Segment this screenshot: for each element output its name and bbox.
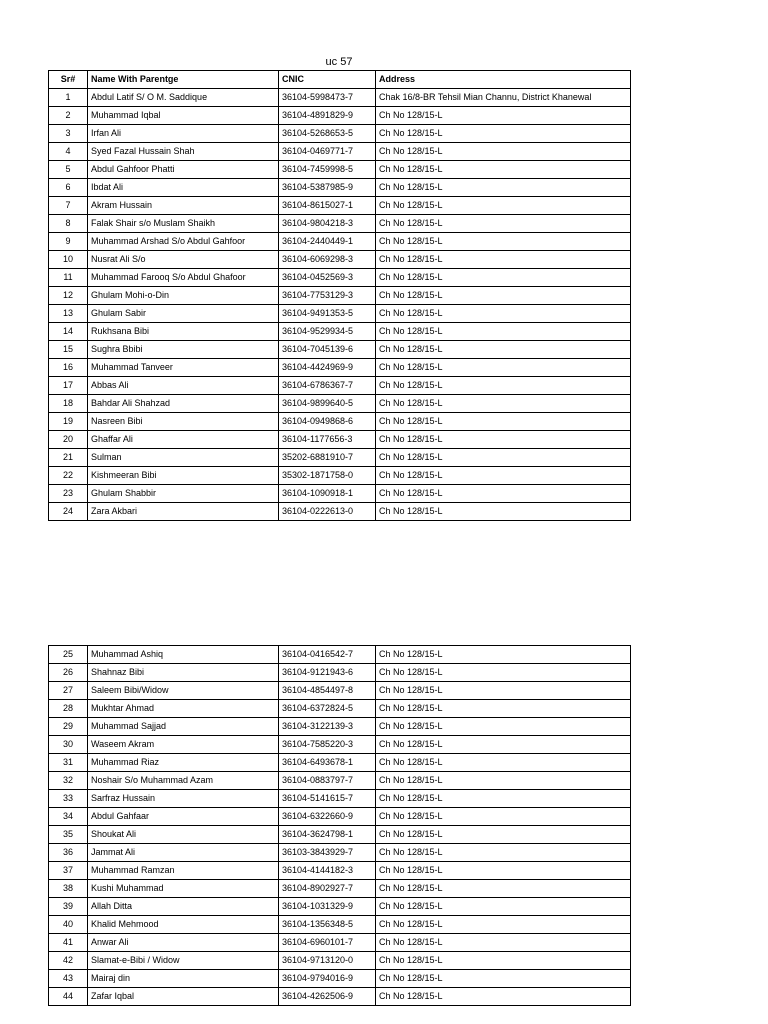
cell-name: Noshair S/o Muhammad Azam [88, 772, 279, 790]
cell-sr: 12 [49, 287, 88, 305]
cell-address: Ch No 128/15-L [376, 377, 631, 395]
cell-sr: 21 [49, 449, 88, 467]
table-row [49, 952, 631, 970]
page-title: uc 57 [325, 56, 353, 68]
cell-sr: 9 [49, 233, 88, 251]
cell-cnic: 36104-7045139-6 [279, 341, 376, 359]
cell-address: Ch No 128/15-L [376, 269, 631, 287]
table-row [49, 916, 631, 934]
table-row [49, 89, 631, 107]
cell-cnic: 36104-9713120-0 [279, 952, 376, 970]
table-row [49, 736, 631, 754]
cell-name: Kushi Muhammad [88, 880, 279, 898]
cell-cnic: 36104-4424969-9 [279, 359, 376, 377]
header-name: Name With Parentge [88, 71, 279, 89]
cell-name: Anwar Ali [88, 934, 279, 952]
cell-sr: 33 [49, 790, 88, 808]
cell-cnic: 36104-4854497-8 [279, 682, 376, 700]
cell-sr: 37 [49, 862, 88, 880]
cell-address: Ch No 128/15-L [376, 431, 631, 449]
table-row [49, 754, 631, 772]
cell-sr: 11 [49, 269, 88, 287]
cell-address: Ch No 128/15-L [376, 233, 631, 251]
table-header-row [49, 71, 631, 89]
cell-address: Ch No 128/15-L [376, 952, 631, 970]
header-address: Address [376, 71, 631, 89]
cell-cnic: 36104-4144182-3 [279, 862, 376, 880]
cell-address: Ch No 128/15-L [376, 934, 631, 952]
cell-sr: 42 [49, 952, 88, 970]
cell-name: Muhammad Riaz [88, 754, 279, 772]
cell-name: Saleem Bibi/Widow [88, 682, 279, 700]
cell-sr: 15 [49, 341, 88, 359]
cell-cnic: 36104-1356348-5 [279, 916, 376, 934]
cell-sr: 7 [49, 197, 88, 215]
cell-name: Muhammad Tanveer [88, 359, 279, 377]
table-row [49, 233, 631, 251]
table-row [49, 377, 631, 395]
cell-sr: 19 [49, 413, 88, 431]
cell-sr: 1 [49, 89, 88, 107]
cell-cnic: 36104-9804218-3 [279, 215, 376, 233]
cell-sr: 38 [49, 880, 88, 898]
cell-cnic: 36104-4891829-9 [279, 107, 376, 125]
cell-cnic: 36104-1031329-9 [279, 898, 376, 916]
cell-sr: 25 [49, 646, 88, 664]
cell-address: Ch No 128/15-L [376, 988, 631, 1006]
table-row [49, 395, 631, 413]
table-row [49, 826, 631, 844]
table-row [49, 646, 631, 664]
cell-address: Ch No 128/15-L [376, 880, 631, 898]
cell-cnic: 36104-3624798-1 [279, 826, 376, 844]
cell-address: Ch No 128/15-L [376, 916, 631, 934]
cell-name: Khalid Mehmood [88, 916, 279, 934]
table-row [49, 485, 631, 503]
cell-address: Ch No 128/15-L [376, 143, 631, 161]
cell-name: Muhammad Iqbal [88, 107, 279, 125]
cell-sr: 16 [49, 359, 88, 377]
cell-sr: 5 [49, 161, 88, 179]
table-row [49, 251, 631, 269]
cell-sr: 44 [49, 988, 88, 1006]
table-row [49, 700, 631, 718]
cell-sr: 18 [49, 395, 88, 413]
cell-cnic: 36104-9529934-5 [279, 323, 376, 341]
cell-address: Ch No 128/15-L [376, 467, 631, 485]
cell-cnic: 36104-9899640-5 [279, 395, 376, 413]
cell-name: Muhammad Arshad S/o Abdul Gahfoor [88, 233, 279, 251]
cell-sr: 24 [49, 503, 88, 521]
table-row [49, 790, 631, 808]
table-row [49, 970, 631, 988]
cell-name: Ghaffar Ali [88, 431, 279, 449]
cell-name: Muhammad Sajjad [88, 718, 279, 736]
cell-name: Ibdat Ali [88, 179, 279, 197]
table-row [49, 161, 631, 179]
cell-name: Abbas Ali [88, 377, 279, 395]
cell-cnic: 36104-5387985-9 [279, 179, 376, 197]
cell-name: Muhammad Ramzan [88, 862, 279, 880]
table-row [49, 305, 631, 323]
cell-name: Nusrat Ali S/o [88, 251, 279, 269]
cell-address: Ch No 128/15-L [376, 305, 631, 323]
table-row [49, 898, 631, 916]
cell-sr: 43 [49, 970, 88, 988]
cell-name: Abdul Gahfaar [88, 808, 279, 826]
table-row [49, 125, 631, 143]
cell-cnic: 36104-6960101-7 [279, 934, 376, 952]
cell-sr: 29 [49, 718, 88, 736]
cell-name: Sulman [88, 449, 279, 467]
cell-address: Ch No 128/15-L [376, 125, 631, 143]
header-sr: Sr# [49, 71, 88, 89]
cell-address: Ch No 128/15-L [376, 197, 631, 215]
cell-sr: 34 [49, 808, 88, 826]
cell-cnic: 36104-0222613-0 [279, 503, 376, 521]
cell-cnic: 36104-5141615-7 [279, 790, 376, 808]
cell-cnic: 35302-1871758-0 [279, 467, 376, 485]
cell-name: Nasreen Bibi [88, 413, 279, 431]
cell-sr: 31 [49, 754, 88, 772]
cell-address: Ch No 128/15-L [376, 898, 631, 916]
table-row [49, 323, 631, 341]
cell-cnic: 36104-7585220-3 [279, 736, 376, 754]
cell-address: Ch No 128/15-L [376, 826, 631, 844]
cell-name: Waseem Akram [88, 736, 279, 754]
table-row [49, 179, 631, 197]
cell-address: Ch No 128/15-L [376, 485, 631, 503]
cell-cnic: 36104-3122139-3 [279, 718, 376, 736]
cell-sr: 4 [49, 143, 88, 161]
cell-sr: 41 [49, 934, 88, 952]
cell-address: Ch No 128/15-L [376, 646, 631, 664]
cell-name: Ghulam Sabir [88, 305, 279, 323]
table-row [49, 844, 631, 862]
cell-address: Ch No 128/15-L [376, 718, 631, 736]
table-row [49, 467, 631, 485]
table-row [49, 934, 631, 952]
cell-cnic: 36104-1090918-1 [279, 485, 376, 503]
cell-address: Ch No 128/15-L [376, 449, 631, 467]
cell-address: Ch No 128/15-L [376, 790, 631, 808]
cell-name: Shoukat Ali [88, 826, 279, 844]
table-row [49, 664, 631, 682]
cell-sr: 14 [49, 323, 88, 341]
cell-cnic: 36104-6786367-7 [279, 377, 376, 395]
cell-sr: 17 [49, 377, 88, 395]
cell-name: Bahdar Ali Shahzad [88, 395, 279, 413]
table-row [49, 359, 631, 377]
table-row [49, 287, 631, 305]
cell-cnic: 36104-0883797-7 [279, 772, 376, 790]
cell-sr: 39 [49, 898, 88, 916]
cell-sr: 28 [49, 700, 88, 718]
cell-address: Ch No 128/15-L [376, 772, 631, 790]
cell-address: Ch No 128/15-L [376, 844, 631, 862]
table-row [49, 862, 631, 880]
table-row [49, 269, 631, 287]
cell-name: Muhammad Ashiq [88, 646, 279, 664]
cell-cnic: 36103-3843929-7 [279, 844, 376, 862]
cell-cnic: 36104-4262506-9 [279, 988, 376, 1006]
cell-address: Ch No 128/15-L [376, 736, 631, 754]
cell-name: Syed Fazal Hussain Shah [88, 143, 279, 161]
cell-address: Chak 16/8-BR Tehsil Mian Channu, District Khanewal [376, 89, 631, 107]
cell-cnic: 36104-0469771-7 [279, 143, 376, 161]
table-row [49, 197, 631, 215]
cell-address: Ch No 128/15-L [376, 503, 631, 521]
cell-address: Ch No 128/15-L [376, 413, 631, 431]
table-row [49, 143, 631, 161]
cell-address: Ch No 128/15-L [376, 179, 631, 197]
cell-name: Slamat-e-Bibi / Widow [88, 952, 279, 970]
cell-name: Jammat Ali [88, 844, 279, 862]
cell-name: Ghulam Mohi-o-Din [88, 287, 279, 305]
cell-sr: 27 [49, 682, 88, 700]
table-row [49, 107, 631, 125]
table-row [49, 880, 631, 898]
cell-address: Ch No 128/15-L [376, 862, 631, 880]
cell-cnic: 36104-5268653-5 [279, 125, 376, 143]
cell-name: Rukhsana Bibi [88, 323, 279, 341]
cell-address: Ch No 128/15-L [376, 664, 631, 682]
cell-cnic: 36104-6322660-9 [279, 808, 376, 826]
table-row [49, 718, 631, 736]
table-row [49, 503, 631, 521]
cell-cnic: 36104-7753129-3 [279, 287, 376, 305]
cell-cnic: 36104-2440449-1 [279, 233, 376, 251]
cell-sr: 2 [49, 107, 88, 125]
cell-sr: 13 [49, 305, 88, 323]
cell-cnic: 36104-6493678-1 [279, 754, 376, 772]
cell-cnic: 36104-9121943-6 [279, 664, 376, 682]
cell-cnic: 36104-9491353-5 [279, 305, 376, 323]
cell-sr: 22 [49, 467, 88, 485]
cell-sr: 8 [49, 215, 88, 233]
cell-name: Muhammad Farooq S/o Abdul Ghafoor [88, 269, 279, 287]
cell-name: Mukhtar Ahmad [88, 700, 279, 718]
cell-name: Abdul Gahfoor Phatti [88, 161, 279, 179]
cell-name: Ghulam Shabbir [88, 485, 279, 503]
cell-sr: 10 [49, 251, 88, 269]
cell-cnic: 35202-6881910-7 [279, 449, 376, 467]
cell-sr: 23 [49, 485, 88, 503]
cell-cnic: 36104-8902927-7 [279, 880, 376, 898]
cell-cnic: 36104-1177656-3 [279, 431, 376, 449]
cell-cnic: 36104-5998473-7 [279, 89, 376, 107]
cell-sr: 35 [49, 826, 88, 844]
cell-cnic: 36104-7459998-5 [279, 161, 376, 179]
cell-sr: 3 [49, 125, 88, 143]
table-row [49, 449, 631, 467]
cell-name: Allah Ditta [88, 898, 279, 916]
cell-name: Sarfraz Hussain [88, 790, 279, 808]
cell-sr: 40 [49, 916, 88, 934]
cell-cnic: 36104-0452569-3 [279, 269, 376, 287]
records-table-2 [48, 645, 631, 1006]
table-row [49, 215, 631, 233]
cell-sr: 32 [49, 772, 88, 790]
records-table-1 [48, 70, 631, 521]
cell-cnic: 36104-8615027-1 [279, 197, 376, 215]
cell-sr: 36 [49, 844, 88, 862]
cell-name: Zara Akbari [88, 503, 279, 521]
cell-address: Ch No 128/15-L [376, 323, 631, 341]
cell-name: Mairaj din [88, 970, 279, 988]
cell-name: Abdul Latif S/ O M. Saddique [88, 89, 279, 107]
header-cnic: CNIC [279, 71, 376, 89]
cell-name: Zafar Iqbal [88, 988, 279, 1006]
cell-sr: 20 [49, 431, 88, 449]
cell-address: Ch No 128/15-L [376, 395, 631, 413]
cell-sr: 30 [49, 736, 88, 754]
cell-address: Ch No 128/15-L [376, 251, 631, 269]
cell-cnic: 36104-0949868-6 [279, 413, 376, 431]
cell-cnic: 36104-0416542-7 [279, 646, 376, 664]
cell-name: Sughra Bbibi [88, 341, 279, 359]
table-row [49, 431, 631, 449]
cell-name: Irfan Ali [88, 125, 279, 143]
cell-cnic: 36104-6372824-5 [279, 700, 376, 718]
table-row [49, 413, 631, 431]
cell-name: Akram Hussain [88, 197, 279, 215]
cell-address: Ch No 128/15-L [376, 754, 631, 772]
cell-name: Kishmeeran Bibi [88, 467, 279, 485]
cell-address: Ch No 128/15-L [376, 215, 631, 233]
cell-sr: 26 [49, 664, 88, 682]
cell-address: Ch No 128/15-L [376, 161, 631, 179]
table-row [49, 808, 631, 826]
table-row [49, 772, 631, 790]
cell-sr: 6 [49, 179, 88, 197]
table-row [49, 682, 631, 700]
cell-address: Ch No 128/15-L [376, 107, 631, 125]
cell-name: Falak Shair s/o Muslam Shaikh [88, 215, 279, 233]
table-row [49, 988, 631, 1006]
cell-cnic: 36104-9794016-9 [279, 970, 376, 988]
cell-address: Ch No 128/15-L [376, 682, 631, 700]
cell-cnic: 36104-6069298-3 [279, 251, 376, 269]
cell-address: Ch No 128/15-L [376, 808, 631, 826]
cell-address: Ch No 128/15-L [376, 287, 631, 305]
cell-address: Ch No 128/15-L [376, 700, 631, 718]
table-row [49, 341, 631, 359]
cell-address: Ch No 128/15-L [376, 970, 631, 988]
cell-address: Ch No 128/15-L [376, 359, 631, 377]
cell-address: Ch No 128/15-L [376, 341, 631, 359]
cell-name: Shahnaz Bibi [88, 664, 279, 682]
